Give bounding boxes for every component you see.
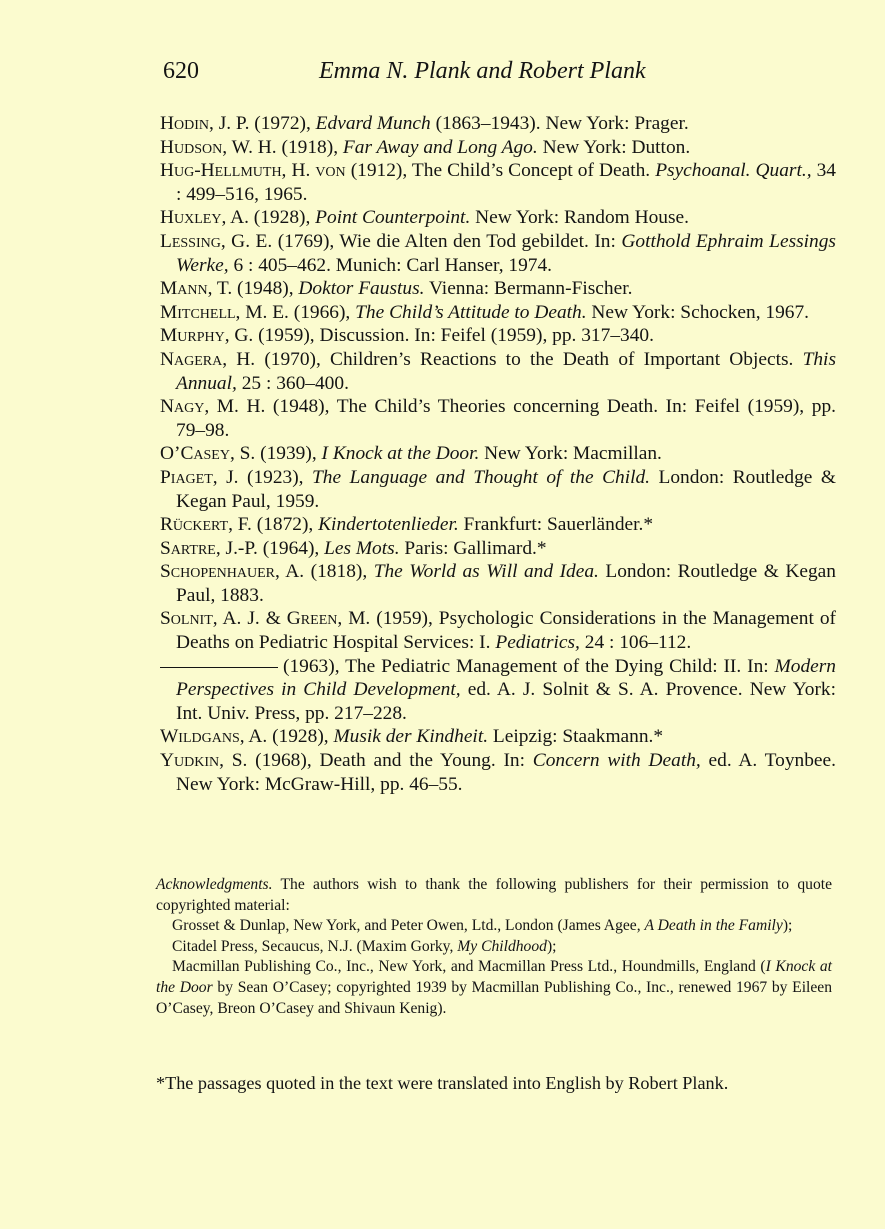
reference-author: Wildgans, A. — [160, 726, 268, 748]
running-title: Emma N. Plank and Robert Plank — [319, 58, 646, 84]
reference-author: Nagy, M. H. — [160, 396, 266, 418]
reference-author: Murphy, G. — [160, 325, 254, 347]
reference-title: I Knock at the Door. — [321, 443, 480, 465]
reference-title: This Annual, — [176, 348, 836, 394]
reference-author: O’Casey, S. — [160, 443, 256, 465]
reference-entry: Yudkin, S. (1968), Death and the Young. In: Concern with Death, ed. A. Toynbee. New York: McGraw-Hill, pp. 46–55. — [160, 750, 836, 795]
reference-author: Sartre, J.-P. — [160, 537, 258, 559]
acknowledgments-heading: Acknowledgments. — [156, 876, 273, 893]
reference-author: Hug-Hellmuth, H. von — [160, 160, 346, 182]
reference-title: The Language and Thought of the Child. — [312, 466, 651, 488]
reference-title: Musik der Kindheit. — [333, 726, 489, 748]
reference-title: Les Mots. — [324, 537, 400, 559]
page-header — [163, 58, 843, 92]
reference-entry: Hudson, W. H. (1918), Far Away and Long Ago. New York: Dutton. — [160, 136, 691, 158]
reference-entry: O’Casey, S. (1939), I Knock at the Door. New York: Macmillan. — [160, 443, 662, 465]
reference-author: Nagera, H. — [160, 348, 256, 370]
reference-author: Rückert, F. — [160, 514, 252, 536]
reference-author: Solnit, A. J. & Green, M. — [160, 608, 371, 630]
reference-entry: Mann, T. (1948), Doktor Faustus. Vienna: Bermann-Fischer. — [160, 278, 633, 300]
page-number: 620 — [163, 58, 199, 84]
reference-author: Lessing, G. E. — [160, 230, 273, 252]
reference-entry: Piaget, J. (1923), The Language and Thought of the Child. London: Routledge & Kegan Paul, 1959. — [160, 466, 836, 512]
reference-title: The World as Will and Idea. — [373, 561, 599, 583]
reference-title: Pediatrics, — [495, 632, 580, 654]
reference-entry: Rückert, F. (1872), Kindertotenlieder. Frankfurt: Sauerländer.* — [160, 514, 654, 536]
reference-entry: Schopenhauer, A. (1818), The World as Will and Idea. London: Routledge & Kegan Paul, 1883. — [160, 561, 836, 606]
acknowledgment-grosset: Grosset & Dunlap, New York, and Peter Owen, Ltd., London (James Agee, A Death in the Family); — [172, 917, 793, 935]
reference-title: Kindertotenlieder. — [318, 514, 459, 536]
reference-entry: Solnit, A. J. & Green, M. (1959), Psychologic Considerations in the Management of Deaths on Pediatric Hospital Services: I. Pediatrics, 24 : 106–112. — [160, 608, 836, 654]
reference-author: Huxley, A. — [160, 207, 249, 229]
reference-title: The Child’s Attitude to Death. — [355, 301, 587, 323]
reference-author: Piaget, J. — [160, 466, 239, 488]
reference-author: Mitchell, M. E. — [160, 301, 289, 323]
reference-author: Schopenhauer, A. — [160, 561, 305, 583]
reference-author: Hudson, W. H. — [160, 136, 277, 158]
reference-entry: Hug-Hellmuth, H. von (1912), The Child’s Concept of Death. Psychoanal. Quart., 34 : 499–516, 1965. — [160, 160, 836, 205]
reference-entry: Huxley, A. (1928), Point Counterpoint. New York: Random House. — [160, 207, 689, 229]
reference-author: Yudkin, S. — [160, 750, 248, 772]
reference-entry: (1963), The Pediatric Management of the Dying Child: II. In: Modern Perspectives in Child Development, ed. A. J. Solnit & S. A. Provence. New York: Int. Univ. Press, pp. 217–228. — [160, 655, 836, 726]
reference-entry: Mitchell, M. E. (1966), The Child’s Attitude to Death. New York: Schocken, 1967. — [160, 301, 810, 323]
reference-title: Edvard Munch — [315, 113, 431, 134]
reference-title: Point Counterpoint. — [315, 207, 471, 229]
acknowledgment-citadel: Citadel Press, Secaucus, N.J. (Maxim Gorky, My Childhood); — [172, 937, 557, 955]
reference-entry: Nagy, M. H. (1948), The Child’s Theories concerning Death. In: Feifel (1959), pp. 79–98. — [160, 396, 836, 441]
reference-title: Psychoanal. Quart., — [655, 160, 812, 182]
reference-author: Mann, T. — [160, 278, 233, 300]
reference-title: Gotthold Ephraim Lessings Werke, — [176, 230, 836, 276]
acknowledgments-intro: Acknowledgments. The authors wish to thank the following publishers for their permission to quote copyrighted material: — [156, 876, 832, 914]
reference-entry: Sartre, J.-P. (1964), Les Mots. Paris: Gallimard.* — [160, 537, 547, 559]
reference-entry: Nagera, H. (1970), Children’s Reactions to the Death of Important Objects. This Annual, 25 : 360–400. — [160, 348, 836, 394]
ditto-dash — [160, 667, 278, 668]
footnote: *The passages quoted in the text were translated into English by Robert Plank. — [156, 1073, 729, 1094]
acknowledgments — [156, 875, 832, 1019]
reference-entry: Wildgans, A. (1928), Musik der Kindheit. Leipzig: Staakmann.* — [160, 726, 664, 748]
reference-title: Concern with Death, — [532, 750, 701, 772]
reference-entry: Hodin, J. P. (1972), Edvard Munch (1863–1943). New York: Prager. — [160, 113, 689, 134]
reference-author: Hodin, J. P. — [160, 113, 250, 134]
acknowledgment-macmillan: Macmillan Publishing Co., Inc., New York, and Macmillan Press Ltd., Houndmills, England (I Knock at the Door by Sean O’Casey; copyrighted 1939 by Macmillan Publishing Co., Inc., renewed 1967 by Eileen O’Casey, Breon O’Casey and Shivaun Kenig). — [156, 958, 833, 1017]
reference-list — [160, 112, 836, 796]
reference-title: Modern Perspectives in Child Development, — [176, 655, 836, 701]
reference-title: Far Away and Long Ago. — [342, 136, 538, 158]
reference-entry: Lessing, G. E. (1769), Wie die Alten den Tod gebildet. In: Gotthold Ephraim Lessings Werke, 6 : 405–462. Munich: Carl Hanser, 1974. — [160, 230, 836, 276]
reference-title: Doktor Faustus. — [298, 278, 425, 300]
reference-entry: Murphy, G. (1959), Discussion. In: Feifel (1959), pp. 317–340. — [160, 325, 654, 347]
